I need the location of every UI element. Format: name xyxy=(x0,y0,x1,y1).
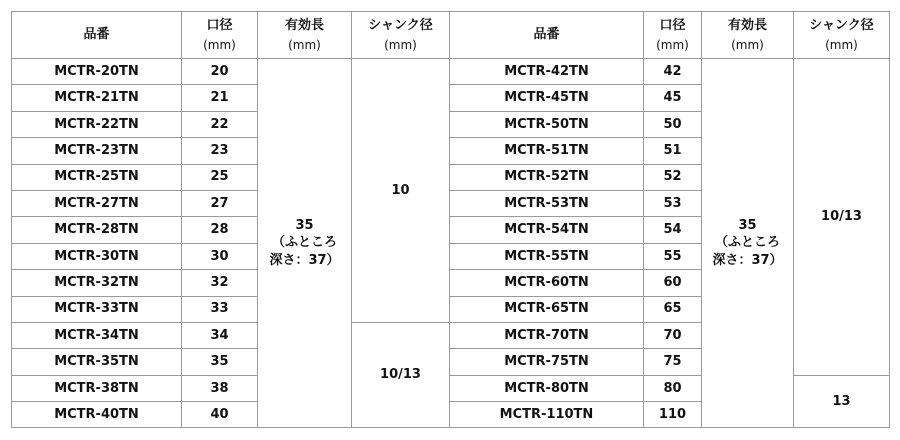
left-part-number: MCTR-32TN xyxy=(12,270,182,296)
header-cell xyxy=(258,12,352,59)
left-diameter: 21 xyxy=(182,85,258,111)
right-part-number: MCTR-54TN xyxy=(450,217,644,243)
header-unit: (mm) xyxy=(203,38,236,53)
left-effective-length-line: （ふところ xyxy=(271,235,337,251)
header-cell xyxy=(644,12,702,59)
right-diameter: 52 xyxy=(644,164,702,190)
left-effective-length-line: 深さ：37） xyxy=(269,253,340,268)
header-cell xyxy=(12,12,182,59)
header-label: シャンク径 xyxy=(368,17,433,33)
right-diameter: 110 xyxy=(644,402,702,428)
spec-table xyxy=(11,11,890,428)
right-part-number: MCTR-42TN xyxy=(450,59,644,85)
left-part-number: MCTR-38TN xyxy=(12,375,182,401)
header-label: 有効長 xyxy=(284,17,324,33)
left-part-number: MCTR-30TN xyxy=(12,243,182,269)
right-diameter: 50 xyxy=(644,111,702,137)
left-part-number: MCTR-34TN xyxy=(12,322,182,348)
left-diameter: 20 xyxy=(182,59,258,85)
left-diameter: 32 xyxy=(182,270,258,296)
left-diameter: 34 xyxy=(182,322,258,348)
header-unit: (mm) xyxy=(825,38,858,53)
right-diameter: 60 xyxy=(644,270,702,296)
header-label: 口径 xyxy=(206,17,233,33)
table-body xyxy=(12,59,890,428)
header-cell xyxy=(352,12,450,59)
right-diameter: 54 xyxy=(644,217,702,243)
left-diameter: 40 xyxy=(182,402,258,428)
right-effective-length-line: 深さ：37） xyxy=(712,253,783,268)
header-row xyxy=(12,12,890,59)
left-shank-diameter: 10/13 xyxy=(352,322,450,428)
right-diameter: 42 xyxy=(644,59,702,85)
left-effective-length-line: 35 xyxy=(295,217,314,233)
header-unit: (mm) xyxy=(656,38,689,53)
right-part-number: MCTR-60TN xyxy=(450,270,644,296)
left-diameter: 23 xyxy=(182,138,258,164)
left-part-number: MCTR-23TN xyxy=(12,138,182,164)
right-diameter: 75 xyxy=(644,349,702,375)
header-unit: (mm) xyxy=(384,38,417,53)
left-diameter: 35 xyxy=(182,349,258,375)
left-part-number: MCTR-21TN xyxy=(12,85,182,111)
right-diameter: 80 xyxy=(644,375,702,401)
right-diameter: 45 xyxy=(644,85,702,111)
right-diameter: 53 xyxy=(644,190,702,216)
header-label: 品番 xyxy=(83,27,110,43)
left-diameter: 22 xyxy=(182,111,258,137)
right-diameter: 55 xyxy=(644,243,702,269)
header-cell xyxy=(450,12,644,59)
right-part-number: MCTR-45TN xyxy=(450,85,644,111)
left-part-number: MCTR-20TN xyxy=(12,59,182,85)
left-effective-length xyxy=(258,59,352,428)
right-effective-length xyxy=(702,59,794,428)
left-diameter: 38 xyxy=(182,375,258,401)
left-part-number: MCTR-28TN xyxy=(12,217,182,243)
header-cell xyxy=(794,12,890,59)
left-diameter: 27 xyxy=(182,190,258,216)
header-cell xyxy=(702,12,794,59)
right-part-number: MCTR-110TN xyxy=(450,402,644,428)
left-part-number: MCTR-27TN xyxy=(12,190,182,216)
right-diameter: 70 xyxy=(644,322,702,348)
left-diameter: 33 xyxy=(182,296,258,322)
header-unit: (mm) xyxy=(288,38,321,53)
left-diameter: 28 xyxy=(182,217,258,243)
left-part-number: MCTR-25TN xyxy=(12,164,182,190)
right-part-number: MCTR-50TN xyxy=(450,111,644,137)
left-diameter: 25 xyxy=(182,164,258,190)
right-effective-length-line: 35 xyxy=(738,217,757,233)
right-diameter: 65 xyxy=(644,296,702,322)
right-part-number: MCTR-53TN xyxy=(450,190,644,216)
header-label: 有効長 xyxy=(727,17,767,33)
left-shank-diameter: 10 xyxy=(352,59,450,323)
header-label: 口径 xyxy=(659,17,686,33)
right-shank-diameter: 10/13 xyxy=(794,59,890,376)
right-part-number: MCTR-65TN xyxy=(450,296,644,322)
right-part-number: MCTR-75TN xyxy=(450,349,644,375)
right-part-number: MCTR-52TN xyxy=(450,164,644,190)
left-part-number: MCTR-40TN xyxy=(12,402,182,428)
left-part-number: MCTR-35TN xyxy=(12,349,182,375)
header-label: シャンク径 xyxy=(809,17,874,33)
left-part-number: MCTR-22TN xyxy=(12,111,182,137)
right-part-number: MCTR-80TN xyxy=(450,375,644,401)
header-unit: (mm) xyxy=(731,38,764,53)
right-diameter: 51 xyxy=(644,138,702,164)
right-part-number: MCTR-70TN xyxy=(450,322,644,348)
right-effective-length-line: （ふところ xyxy=(714,235,780,251)
right-part-number: MCTR-51TN xyxy=(450,138,644,164)
header-cell xyxy=(182,12,258,59)
table-row xyxy=(12,59,890,85)
right-part-number: MCTR-55TN xyxy=(450,243,644,269)
right-shank-diameter: 13 xyxy=(794,375,890,428)
left-diameter: 30 xyxy=(182,243,258,269)
header-label: 品番 xyxy=(533,27,560,43)
left-part-number: MCTR-33TN xyxy=(12,296,182,322)
